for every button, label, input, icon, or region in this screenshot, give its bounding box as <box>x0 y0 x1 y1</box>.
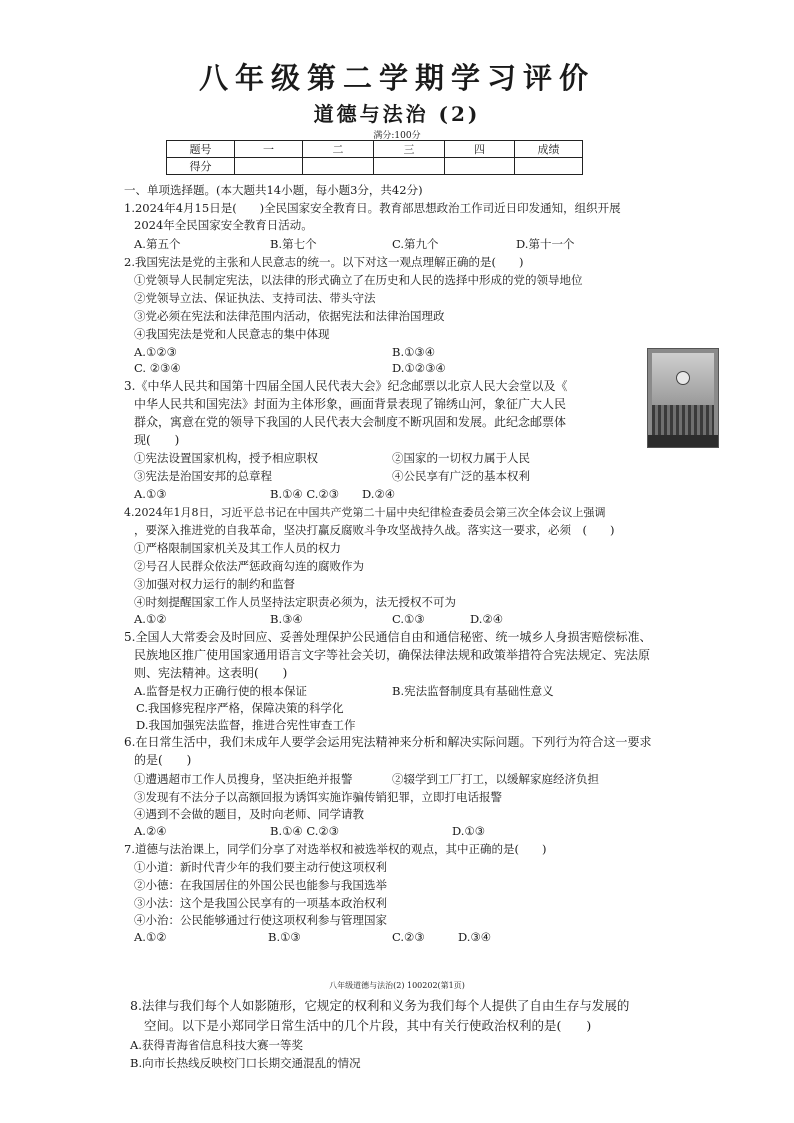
score-table-header-row <box>167 141 583 158</box>
statement-4: ④遇到不会做的题目，及时向老师、同学请教 <box>134 807 364 821</box>
option-d: D.③④ <box>458 930 492 944</box>
question-text: 的是( ) <box>134 753 192 767</box>
option-a: A.①②③ <box>134 345 177 359</box>
option-a: A.第五个 <box>134 237 181 251</box>
section-heading: 一、单项选择题。(本大题共14小题，每小题3分，共42分) <box>124 183 423 197</box>
paper-subtitle: 道德与法治 (2) <box>313 102 481 126</box>
option-d: D.我国加强宪法监督，推进合宪性审查工作 <box>136 718 356 732</box>
statement-1: ①宪法设置国家机构，授予相应职权 <box>134 451 318 465</box>
statement-2: ②国家的一切权力属于人民 <box>392 451 530 465</box>
statement-1: ①严格限制国家机关及其工作人员的权力 <box>134 541 341 555</box>
score-cell: 题号 <box>167 141 235 158</box>
full-score: 满分:100分 <box>373 131 421 141</box>
statement-4: ④小治：公民能够通过行使这项权利参与管理国家 <box>134 913 387 927</box>
option-a: A.②④ <box>134 824 167 838</box>
question-text: 民族地区推广使用国家通用语言文字等社会关切，确保法律法规和政策举措符合宪法规定、宪法原 <box>134 648 651 662</box>
option-a: A.①② <box>134 612 167 626</box>
question-text: 空间。以下是小郑同学日常生活中的几个片段，其中有关行使政治权利的是( ) <box>144 1018 592 1033</box>
score-cell: 四 <box>445 141 515 158</box>
score-cell: 三 <box>374 141 445 158</box>
question-text: 群众，寓意在党的领导下我国的人民代表大会制度不断巩固和发展。此纪念邮票体 <box>134 415 567 429</box>
score-table-score-row <box>167 158 583 175</box>
score-blank-cell[interactable] <box>515 158 583 175</box>
score-cell: 成绩 <box>515 141 583 158</box>
option-c: C.第九个 <box>392 237 439 251</box>
statement-3: ③小法：这个是我国公民享有的一项基本政治权利 <box>134 896 387 910</box>
score-table <box>166 140 583 175</box>
score-blank-cell[interactable] <box>235 158 303 175</box>
page-footer: 八年级道德与法治(2) 100202(第1页) <box>329 981 465 990</box>
question-text: 中华人民共和国宪法》封面为主体形象，画面背景表现了锦绣山河，象征广大人民 <box>134 397 567 411</box>
statement-4: ④时刻提醒国家工作人员坚持法定职责必须为，法无授权不可为 <box>134 595 456 609</box>
question-text: 8.法律与我们每个人如影随形，它规定的权利和义务为我们每个人提供了自由生存与发展的 <box>130 998 630 1013</box>
statement-3: ③发现有不法分子以高额回报为诱饵实施诈骗传销犯罪，立即打电话报警 <box>134 790 502 804</box>
option-b: B.③④ <box>270 612 303 626</box>
question-text: 1.2024年4月15日是( )全民国家安全教育日。教育部思想政治工作司近日印发通知，组织开展 <box>124 201 621 215</box>
option-a: A.监督是权力正确行使的根本保证 <box>134 684 307 698</box>
paper-title: 八年级第二学期学习评价 <box>198 61 595 95</box>
score-cell: 二 <box>303 141 374 158</box>
score-row-label: 得分 <box>167 158 235 175</box>
option-b: B.①③ <box>268 930 301 944</box>
great-hall-icon <box>652 405 714 435</box>
statement-1: ①党领导人民制定宪法，以法律的形式确立了在历史和人民的选择中形成的党的领导地位 <box>134 273 583 287</box>
commemorative-stamp-image <box>647 348 719 448</box>
option-a: A.①③ <box>134 487 167 501</box>
question-text: 2.我国宪法是党的主张和人民意志的统一。以下对这一观点理解正确的是( ) <box>124 255 524 269</box>
option-a: A.①② <box>134 930 167 944</box>
option-d: D.①③ <box>452 824 486 838</box>
question-text: 6.在日常生活中，我们未成年人要学会运用宪法精神来分析和解决实际问题。下列行为符合这一要求 <box>124 735 652 749</box>
question-text: 3.《中华人民共和国第十四届全国人民代表大会》纪念邮票以北京人民大会堂以及《 <box>124 379 568 393</box>
option-c: C. ②③④ <box>134 361 181 375</box>
question-text: 5.全国人大常委会及时回应、妥善处理保护公民通信自由和通信秘密、统一城乡人身损害赔偿标准、 <box>124 630 652 644</box>
option-b: B.向市长热线反映校门口长期交通混乱的情况 <box>130 1056 361 1070</box>
national-emblem-icon <box>676 371 690 385</box>
option-d: D.②④ <box>470 612 504 626</box>
score-blank-cell[interactable] <box>303 158 374 175</box>
statement-2: ②辍学到工厂打工，以缓解家庭经济负担 <box>392 772 599 786</box>
option-d: D.②④ <box>362 487 396 501</box>
statement-1: ①遭遇超市工作人员搜身，坚决拒绝并报警 <box>134 772 353 786</box>
option-b-c: B.①④ C.②③ <box>270 824 340 838</box>
statement-2: ②号召人民群众依法严惩政商勾连的腐败作为 <box>134 559 364 573</box>
option-d: D.①②③④ <box>392 361 446 375</box>
question-text: 2024年全民国家安全教育日活动。 <box>134 218 313 232</box>
option-c: C.①③ <box>392 612 425 626</box>
option-c: C.我国修宪程序严格，保障决策的科学化 <box>136 701 344 715</box>
statement-2: ②小德：在我国居住的外国公民也能参与我国选举 <box>134 878 387 892</box>
statement-4: ④公民享有广泛的基本权利 <box>392 469 530 483</box>
question-text: 则、宪法精神。这表明( ) <box>134 666 288 680</box>
question-text: 4.2024年1月8日，习近平总书记在中国共产党第二十届中央纪律检查委员会第三次全体会议上强调 <box>124 506 606 519</box>
option-a: A.获得青海省信息科技大赛一等奖 <box>130 1038 303 1052</box>
statement-3: ③宪法是治国安邦的总章程 <box>134 469 272 483</box>
score-blank-cell[interactable] <box>445 158 515 175</box>
question-text: ，要深入推进党的自我革命，坚决打赢反腐败斗争攻坚战持久战。落实这一要求，必须 ( ) <box>134 523 615 537</box>
statement-3: ③党必须在宪法和法律范围内活动，依据宪法和法律治国理政 <box>134 309 445 323</box>
statement-3: ③加强对权力运行的制约和监督 <box>134 577 295 591</box>
question-text: 现( ) <box>134 433 180 447</box>
option-b-c: B.①④ C.②③ <box>270 487 340 501</box>
statement-4: ④我国宪法是党和人民意志的集中体现 <box>134 327 330 341</box>
option-b: B.第七个 <box>270 237 317 251</box>
score-cell: 一 <box>235 141 303 158</box>
question-text: 7.道德与法治课上，同学们分享了对选举权和被选举权的观点，其中正确的是( ) <box>124 842 547 856</box>
option-c: C.②③ <box>392 930 425 944</box>
statement-2: ②党领导立法、保证执法、支持司法、带头守法 <box>134 291 376 305</box>
option-d: D.第十一个 <box>516 237 575 251</box>
option-b: B.宪法监督制度具有基础性意义 <box>392 684 554 698</box>
statement-1: ①小道：新时代青少年的我们要主动行使这项权利 <box>134 860 387 874</box>
option-b: B.①③④ <box>392 345 436 359</box>
score-blank-cell[interactable] <box>374 158 445 175</box>
